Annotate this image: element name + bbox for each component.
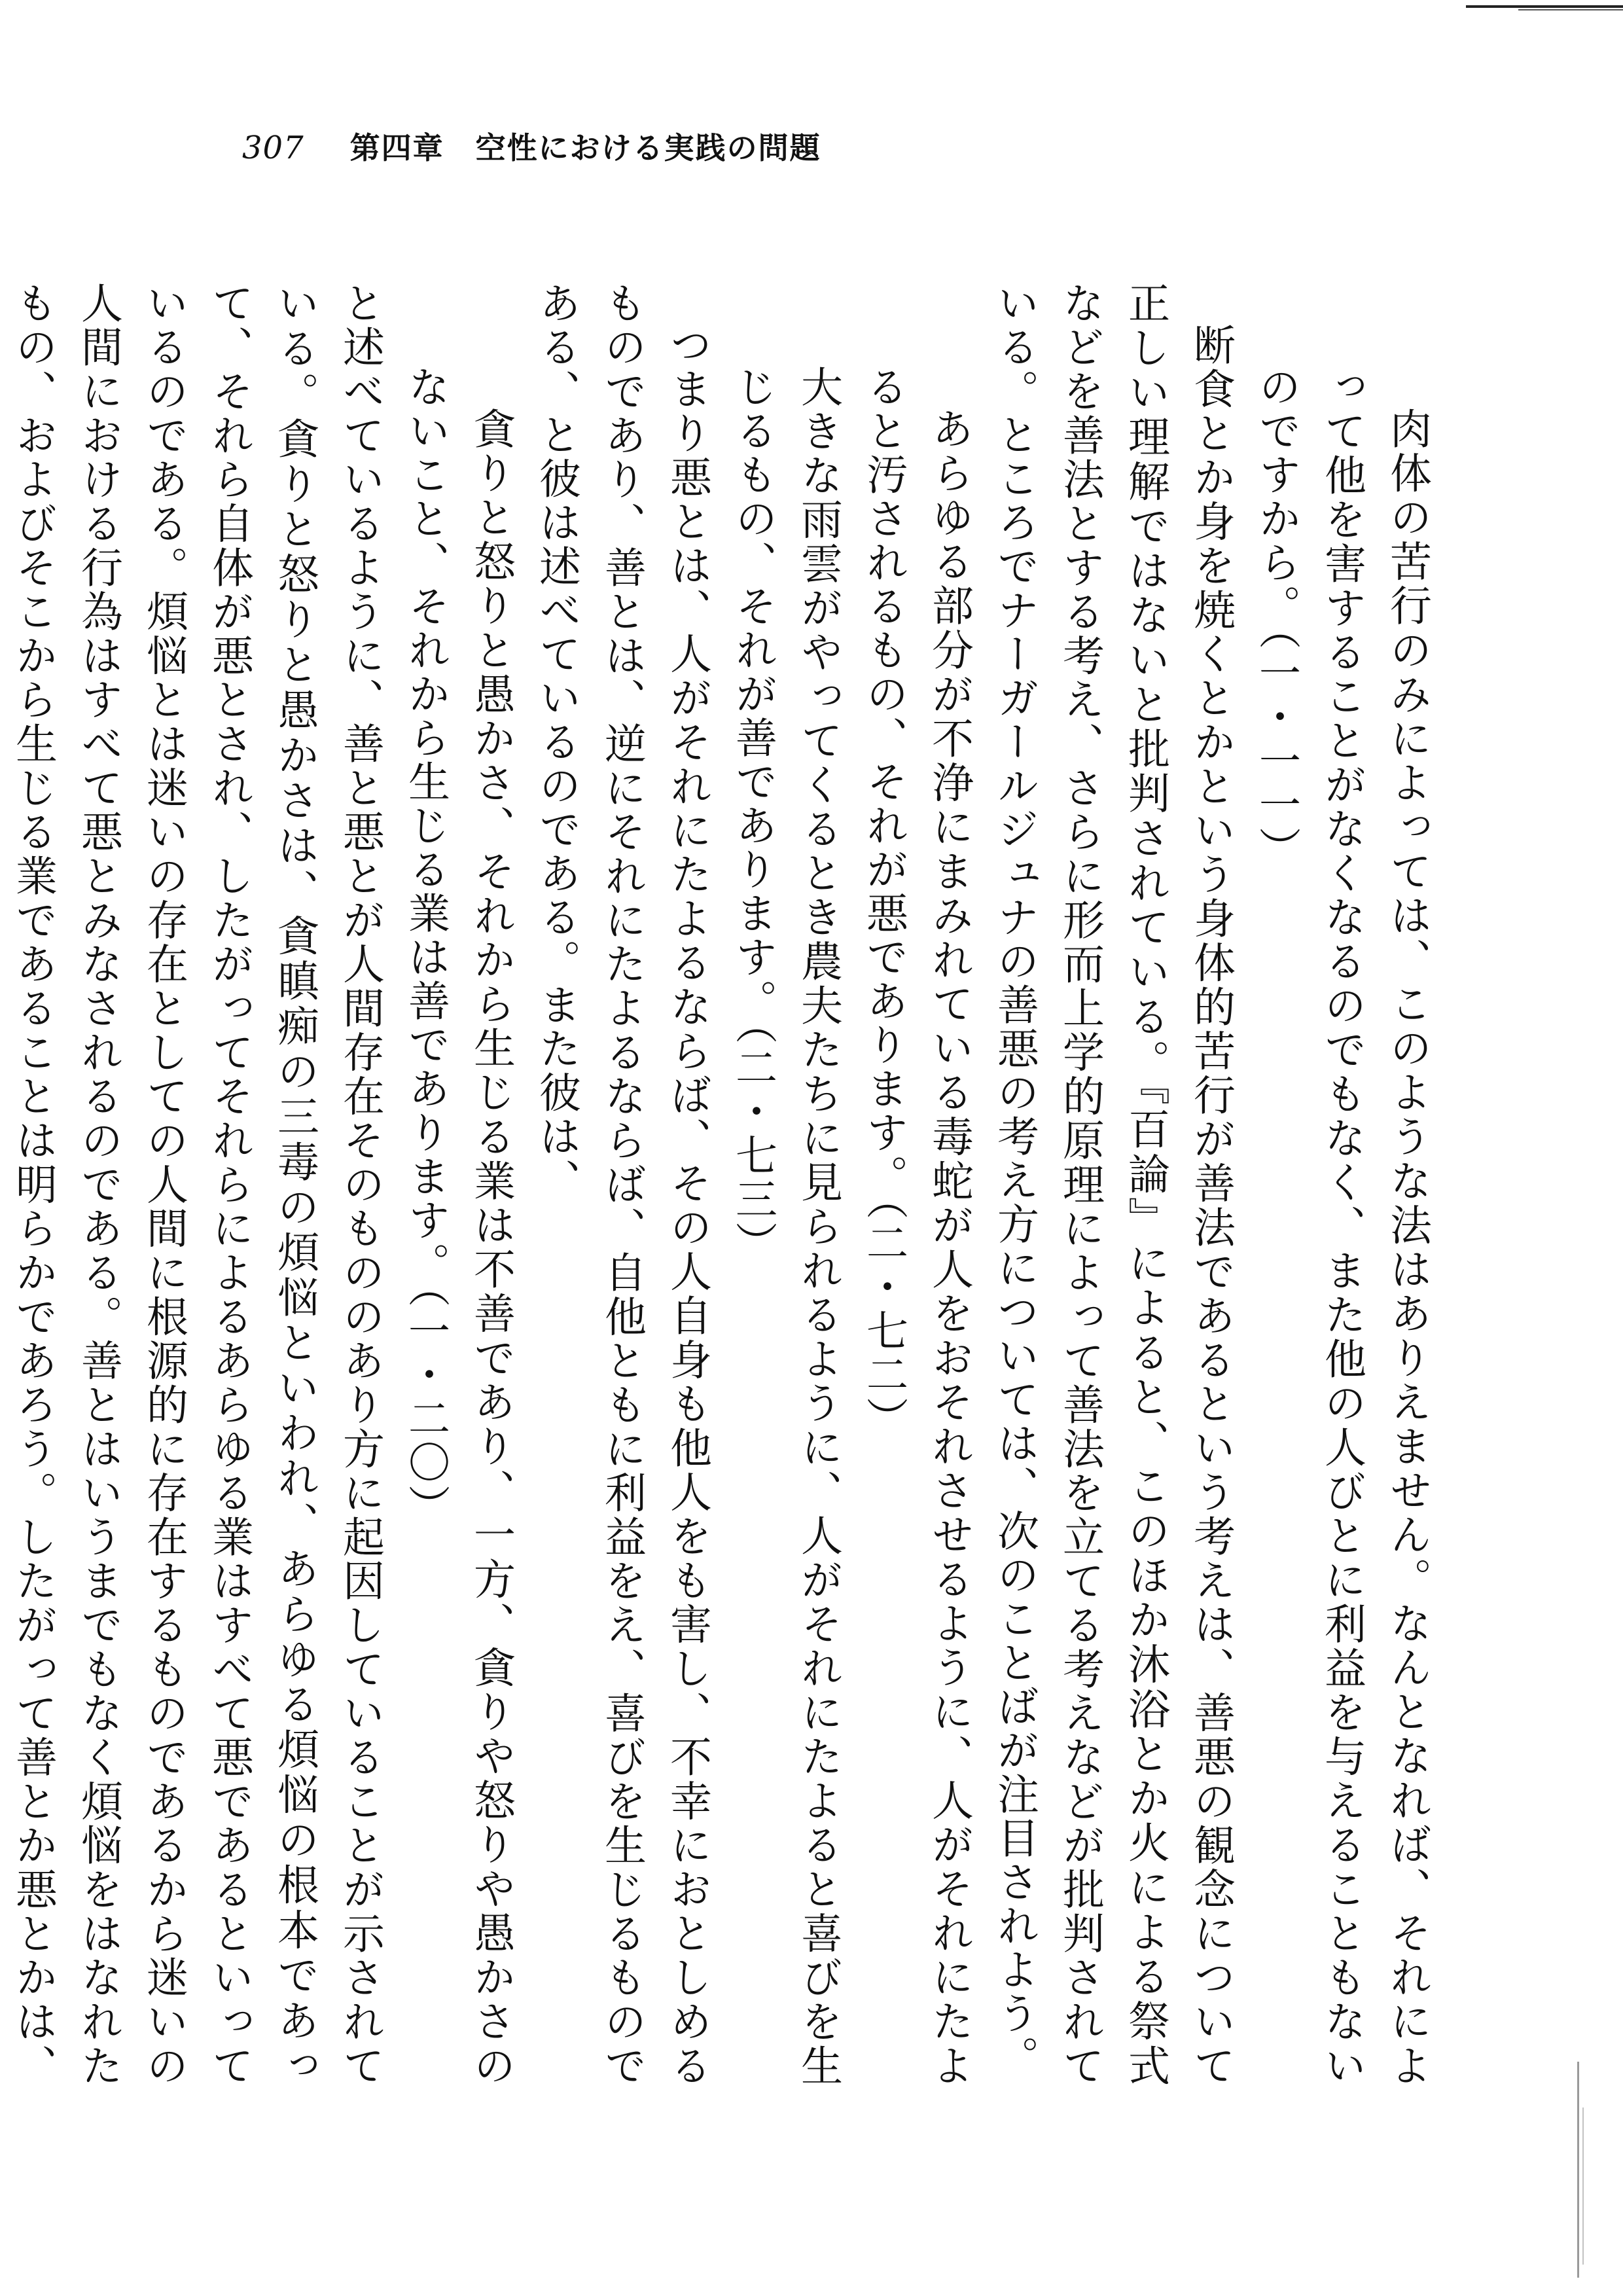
body-paragraph: と述べているように、善と悪とが人間存在そのもののあり方に起因していることが示されている。貪りと怒りと愚かさは、貪瞋痴の三毒の煩悩といわれ、あらゆる煩悩の根本であって、それら自体が悪とされ、したがってそれらによるあらゆる業はすべて悪であるといっているのである。煩悩とは迷いの存在としての人間に根源的に存在するものであるから迷いの人間における行為はすべて悪とみなされるのである。善とはいうまでもなく煩悩をはなれたもの、およびそこから生じる業であることは明らかであろう。したがって善とか悪とかは、 xyxy=(9,281,384,2088)
quote-paragraph: 貪りと怒りと愚かさ、それから生じる業は不善であり、一方、貪りや怒りや愚かさのないこと、それから生じる業は善であります。（一・二〇） xyxy=(401,365,515,2088)
body-paragraph: 断食とか身を焼くとかという身体的苦行が善法であるという考えは、善悪の観念について正しい理解ではないと批判されている。『百論』によると、このほか沐浴とか火による祭式などを善法とする考え、さらに形而上学的原理によって善法を立てる考えなどが批判されている。ところでナーガールジュナの善悪の考え方については、次のことばが注目されよう。 xyxy=(990,281,1235,2088)
scan-artifact-line xyxy=(1577,2062,1579,2278)
running-header xyxy=(242,124,821,177)
quote-paragraph: 肉体の苦行のみによっては、このような法はありえません。なんとなれば、それによって他を害することがなくなるのでもなく、また他の人びとに利益を与えることもないのですから。（一・一一） xyxy=(1252,365,1431,2088)
quote-paragraph: 大きな雨雲がやってくるとき農夫たちに見られるように、人がそれにたよると喜びを生じるもの、それが善であります。（二・七三） xyxy=(728,365,842,2088)
page-edge-line xyxy=(1466,5,1623,8)
vertical-body-text xyxy=(9,281,1440,2088)
page-edge-line-secondary xyxy=(1518,9,1623,10)
page-number: 307 xyxy=(242,130,304,166)
body-paragraph: つまり悪とは、人がそれにたよるならば、その人自身も他人をも害し、不幸におとしめるものであり、善とは、逆にそれにたよるならば、自他ともに利益をえ、喜びを生じるものである、と彼は述べているのである。また彼は、 xyxy=(532,281,711,2088)
quote-paragraph: あらゆる部分が不浄にまみれている毒蛇が人をおそれさせるように、人がそれにたよると汚されるもの、それが悪であります。（二・七二） xyxy=(859,365,973,2088)
chapter-title: 第四章 空性における実践の問題 xyxy=(349,130,821,166)
scan-artifact-line-thin xyxy=(1582,2108,1584,2265)
